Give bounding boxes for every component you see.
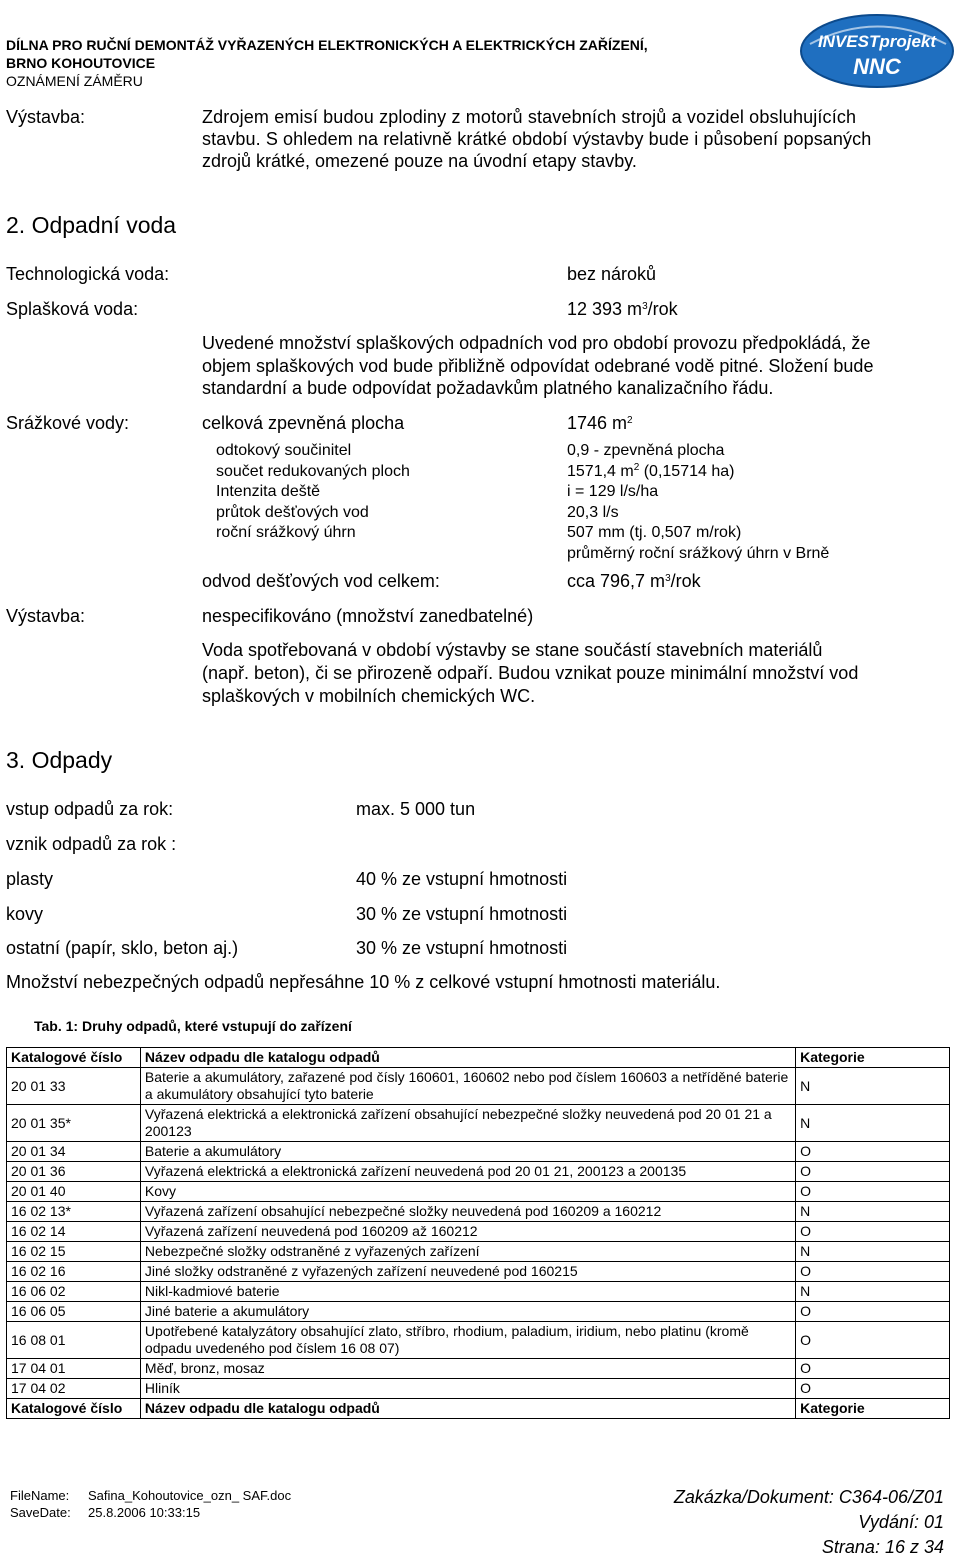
cell-category: N bbox=[796, 1282, 950, 1302]
cell-name: Baterie a akumulátory, zařazené pod čísly 160601, 160602 nebo pod číslem 160603 a netříděné baterie a akumulátory obsahující tyto baterie bbox=[140, 1068, 795, 1105]
waste-table bbox=[6, 1047, 950, 1419]
cell-code: 16 02 14 bbox=[7, 1222, 141, 1242]
cell-category: N bbox=[796, 1105, 950, 1142]
table-header-row bbox=[7, 1048, 950, 1068]
cell-code: 17 04 01 bbox=[7, 1359, 141, 1379]
header-title-line2: BRNO KOHOUTOVICE bbox=[6, 55, 156, 71]
cell-name: Baterie a akumulátory bbox=[140, 1142, 795, 1162]
cell-name: Upotřebené katalyzátory obsahující zlato, stříbro, rhodium, paladium, iridium, nebo platinu (kromě odpadu uvedeného pod číslem 16 08 07) bbox=[140, 1322, 795, 1359]
table-footer-header-row bbox=[7, 1399, 950, 1419]
cell-name: Vyřazená zařízení obsahující nebezpečné složky neuvedená pod 160209 a 160212 bbox=[140, 1202, 795, 1222]
cell-category: O bbox=[796, 1142, 950, 1162]
footer-order: Zakázka/Dokument: C364-06/Z01 bbox=[673, 1487, 944, 1507]
cell-name: Vyřazená zařízení neuvedená pod 160209 až 160212 bbox=[140, 1222, 795, 1242]
table-row bbox=[7, 1242, 950, 1262]
rain-param-value: 1571,4 $m^2$ (0,15714 ha) bbox=[567, 462, 735, 480]
footer-filename-label: FileName: bbox=[10, 1488, 70, 1503]
sewage-note-1: Uvedené množství splaškových odpadních vod pro období provozu předpokládá, že bbox=[202, 333, 871, 353]
footer-savedate-value: 25.8.2006 10:33:15 bbox=[88, 1505, 201, 1520]
waste-row-label: vznik odpadů za rok : bbox=[6, 834, 177, 854]
constr-note-1: Voda spotřebovaná v období výstavby se stane součástí stavebních materiálů bbox=[202, 640, 823, 660]
rain-param-label: odtokový součinitel bbox=[216, 442, 352, 459]
cell-code: 16 02 13* bbox=[7, 1202, 141, 1222]
tech-water-label: Technologická voda: bbox=[6, 264, 170, 284]
header-code: Katalogové číslo bbox=[7, 1399, 141, 1419]
logo-text-2: NNC bbox=[853, 54, 901, 79]
logo-text-1: INVESTprojekt bbox=[817, 32, 937, 51]
rain-param-label: roční srážkový úhrn bbox=[216, 524, 356, 541]
cell-name: Vyřazená elektrická a elektronická zařízení neuvedená pod 20 01 21, 200123 a 200135 bbox=[140, 1162, 795, 1182]
cell-name: Jiné složky odstraněné z vyřazených zařízení neuvedené pod 160215 bbox=[140, 1262, 795, 1282]
constr-water-label: Výstavba: bbox=[6, 606, 86, 626]
cell-name: Jiné baterie a akumulátory bbox=[140, 1302, 795, 1322]
cell-name: Měď, bronz, mosaz bbox=[140, 1359, 795, 1379]
header-category: Kategorie bbox=[796, 1399, 950, 1419]
footer-edition: Vydání: 01 bbox=[858, 1512, 944, 1532]
drain-value: cca 796,7 $m^3$/rok bbox=[567, 571, 701, 591]
cell-category: O bbox=[796, 1302, 950, 1322]
cell-category: O bbox=[796, 1162, 950, 1182]
construction-line-2: stavbu. S ohledem na relativně krátké období výstavby bude i působení popsaných bbox=[202, 129, 872, 149]
cell-code: 16 02 15 bbox=[7, 1242, 141, 1262]
cell-code: 20 01 34 bbox=[7, 1142, 141, 1162]
table-row bbox=[7, 1282, 950, 1302]
sewage-value: 12 393 $m^3$/rok bbox=[567, 299, 678, 319]
header-name: Název odpadu dle katalogu odpadů bbox=[140, 1048, 795, 1068]
construction-label: Výstavba: bbox=[6, 107, 86, 127]
section3-title: 3. Odpady bbox=[6, 747, 113, 773]
cell-category: O bbox=[796, 1222, 950, 1242]
cell-category: O bbox=[796, 1359, 950, 1379]
waste-row-value: 40 % ze vstupní hmotnosti bbox=[356, 869, 568, 889]
cell-name: Kovy bbox=[140, 1182, 795, 1202]
table-row bbox=[7, 1068, 950, 1105]
footer-filename-value: Safina_Kohoutovice_ozn_ SAF.doc bbox=[88, 1488, 292, 1503]
table-row bbox=[7, 1322, 950, 1359]
cell-category: O bbox=[796, 1379, 950, 1399]
waste-row-label: kovy bbox=[6, 904, 44, 924]
table-row bbox=[7, 1202, 950, 1222]
table-row bbox=[7, 1302, 950, 1322]
waste-row-value: 30 % ze vstupní hmotnosti bbox=[356, 904, 568, 924]
rain-param-value: i = 129 l/s/ha bbox=[567, 483, 659, 500]
waste-row-label: vstup odpadů za rok: bbox=[6, 799, 174, 819]
rain-param-label: Intenzita deště bbox=[216, 483, 321, 500]
header-title-line3: OZNÁMENÍ ZÁMĚRU bbox=[6, 73, 143, 89]
waste-row-value: max. 5 000 tun bbox=[356, 799, 476, 819]
header-name: Název odpadu dle katalogu odpadů bbox=[140, 1399, 795, 1419]
table-row bbox=[7, 1379, 950, 1399]
cell-name: Hliník bbox=[140, 1379, 795, 1399]
waste-row-label: ostatní (papír, sklo, beton aj.) bbox=[6, 938, 239, 958]
table-row bbox=[7, 1262, 950, 1282]
rain-param-value: 507 mm (tj. 0,507 m/rok) bbox=[567, 524, 742, 541]
cell-name: Nebezpečné složky odstraněné z vyřazených zařízení bbox=[140, 1242, 795, 1262]
cell-code: 20 01 36 bbox=[7, 1162, 141, 1182]
table-row bbox=[7, 1142, 950, 1162]
construction-line-1: Zdrojem emisí budou zplodiny z motorů stavebních strojů a vozidel obsluhujících bbox=[202, 107, 857, 127]
footer-savedate-label: SaveDate: bbox=[10, 1505, 71, 1520]
rain-param-value: 20,3 l/s bbox=[567, 504, 619, 521]
constr-note-3: splaškových v mobilních chemických WC. bbox=[202, 686, 536, 706]
cell-code: 20 01 35* bbox=[7, 1105, 141, 1142]
table-row bbox=[7, 1162, 950, 1182]
rain-param-extra: průměrný roční srážkový úhrn v Brně bbox=[567, 545, 830, 562]
waste-row-value: 30 % ze vstupní hmotnosti bbox=[356, 938, 568, 958]
hazard-note: Množství nebezpečných odpadů nepřesáhne 10 % z celkové vstupní hmotnosti materiálu. bbox=[6, 972, 721, 992]
footer-page: Strana: 16 z 34 bbox=[821, 1537, 944, 1557]
cell-code: 20 01 33 bbox=[7, 1068, 141, 1105]
rain-area-value: 1746 $m^2$ bbox=[567, 413, 633, 433]
cell-category: N bbox=[796, 1068, 950, 1105]
header-title-line1: DÍLNA PRO RUČNÍ DEMONTÁŽ VYŘAZENÝCH ELEKTRONICKÝCH A ELEKTRICKÝCH ZAŘÍZENÍ, bbox=[6, 37, 648, 53]
cell-code: 16 02 16 bbox=[7, 1262, 141, 1282]
rain-param-label: průtok dešťových vod bbox=[216, 504, 369, 521]
sewage-label: Splašková voda: bbox=[6, 299, 139, 319]
rain-param-value: 0,9 - zpevněná plocha bbox=[567, 442, 725, 459]
table-row bbox=[7, 1182, 950, 1202]
waste-row-label: plasty bbox=[6, 869, 54, 889]
cell-code: 16 08 01 bbox=[7, 1322, 141, 1359]
cell-category: O bbox=[796, 1322, 950, 1359]
cell-code: 16 06 05 bbox=[7, 1302, 141, 1322]
cell-category: N bbox=[796, 1202, 950, 1222]
investprojekt-logo bbox=[800, 14, 954, 88]
sewage-note-3: standardní a bude odpovídat požadavkům platného kanalizačního řádu. bbox=[202, 378, 774, 398]
cell-code: 20 01 40 bbox=[7, 1182, 141, 1202]
cell-code: 17 04 02 bbox=[7, 1379, 141, 1399]
header-code: Katalogové číslo bbox=[7, 1048, 141, 1068]
cell-name: Vyřazená elektrická a elektronická zařízení obsahující nebezpečné složky neuvedená pod 20 01 21 a 200123 bbox=[140, 1105, 795, 1142]
tech-water-value: bez nároků bbox=[567, 264, 657, 284]
constr-note-2: (např. beton), či se přirozeně odpaří. Budou vznikat pouze minimální množství vod bbox=[202, 663, 859, 683]
table-row bbox=[7, 1105, 950, 1142]
cell-code: 16 06 02 bbox=[7, 1282, 141, 1302]
sewage-note-2: objem splaškových vod bude přibližně odpovídat odebrané vodě pitné. Složení bude bbox=[202, 356, 874, 376]
cell-category: O bbox=[796, 1262, 950, 1282]
table-row bbox=[7, 1222, 950, 1242]
header-category: Kategorie bbox=[796, 1048, 950, 1068]
cell-name: Nikl-kadmiové baterie bbox=[140, 1282, 795, 1302]
section2-title: 2. Odpadní voda bbox=[6, 212, 177, 238]
table-row bbox=[7, 1359, 950, 1379]
construction-line-3: zdrojů krátké, omezené pouze na úvodní etapy stavby. bbox=[202, 151, 637, 171]
table-caption: Tab. 1: Druhy odpadů, které vstupují do zařízení bbox=[34, 1018, 352, 1034]
drain-label: odvod dešťových vod celkem: bbox=[202, 571, 440, 591]
constr-water-value: nespecifikováno (množství zanedbatelné) bbox=[202, 606, 534, 626]
cell-category: O bbox=[796, 1182, 950, 1202]
rain-param-label: součet redukovaných ploch bbox=[216, 463, 410, 480]
rain-area-label: celková zpevněná plocha bbox=[202, 413, 405, 433]
cell-category: N bbox=[796, 1242, 950, 1262]
rain-label: Srážkové vody: bbox=[6, 413, 130, 433]
